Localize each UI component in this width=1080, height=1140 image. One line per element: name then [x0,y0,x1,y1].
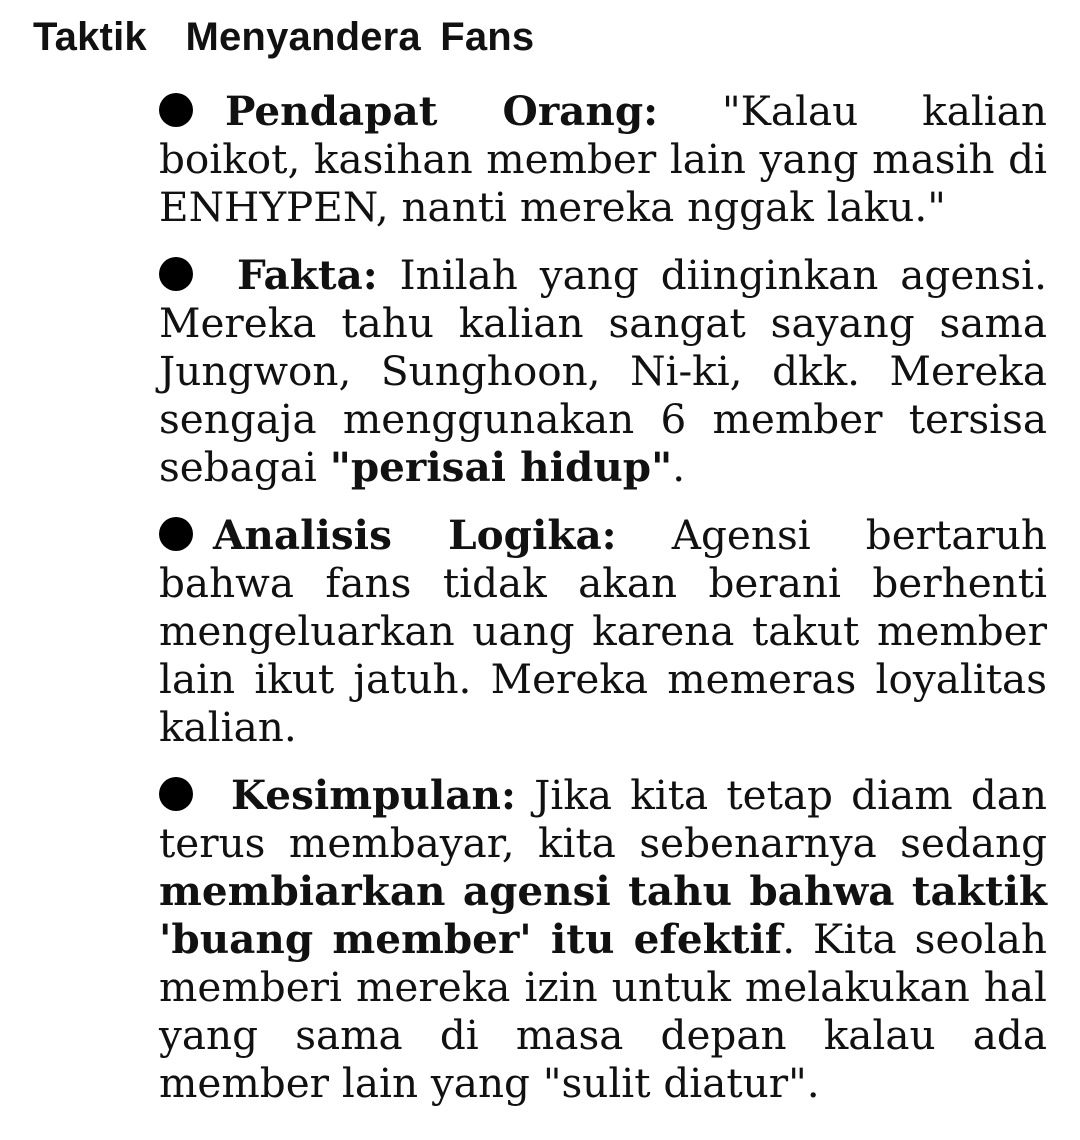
list-item-kesimpulan [159,771,1047,1107]
point-text: "Kalau kalian boikot, kasihan member lain yang masih di ENHYPEN, nanti mereka nggak laku." [159,87,1047,231]
list-item-fakta [159,251,1047,491]
list-item-analisis-logika [159,511,1047,751]
points-list [159,87,1047,1127]
section-title: Taktik Menyandera Fans [33,15,535,59]
bullet-icon [159,257,193,291]
point-text: Jika kita tetap diam dan terus membayar, kita sebenarnya sedang [159,771,1047,867]
point-label: Fakta: [237,251,378,299]
bullet-icon [159,93,193,127]
point-text-end: . Kita seolah memberi mereka izin untuk melakukan hal yang sama di masa depan kalau ada member lain yang "sulit diatur". [159,915,1047,1107]
point-text-end: . [672,443,686,491]
bullet-icon [159,777,193,811]
list-item-pendapat-orang [159,87,1047,231]
point-label: Pendapat Orang: [225,87,659,135]
point-emphasis: membiarkan agensi tahu bahwa taktik 'buang member' itu efektif [159,867,1047,963]
point-label: Kesimpulan: [231,771,516,819]
point-text: Agensi bertaruh bahwa fans tidak akan berani berhenti mengeluarkan uang karena takut member lain ikut jatuh. Mereka memeras loyalitas kalian. [159,511,1047,751]
point-text: Inilah yang diinginkan agensi. Mereka tahu kalian sangat sayang sama Jungwon, Sunghoon, Ni-ki, dkk. Mereka sengaja menggunakan 6 member tersisa sebagai [159,251,1047,491]
point-label: Analisis Logika: [213,511,617,559]
bullet-icon [159,517,193,551]
point-emphasis: "perisai hidup" [329,443,673,491]
